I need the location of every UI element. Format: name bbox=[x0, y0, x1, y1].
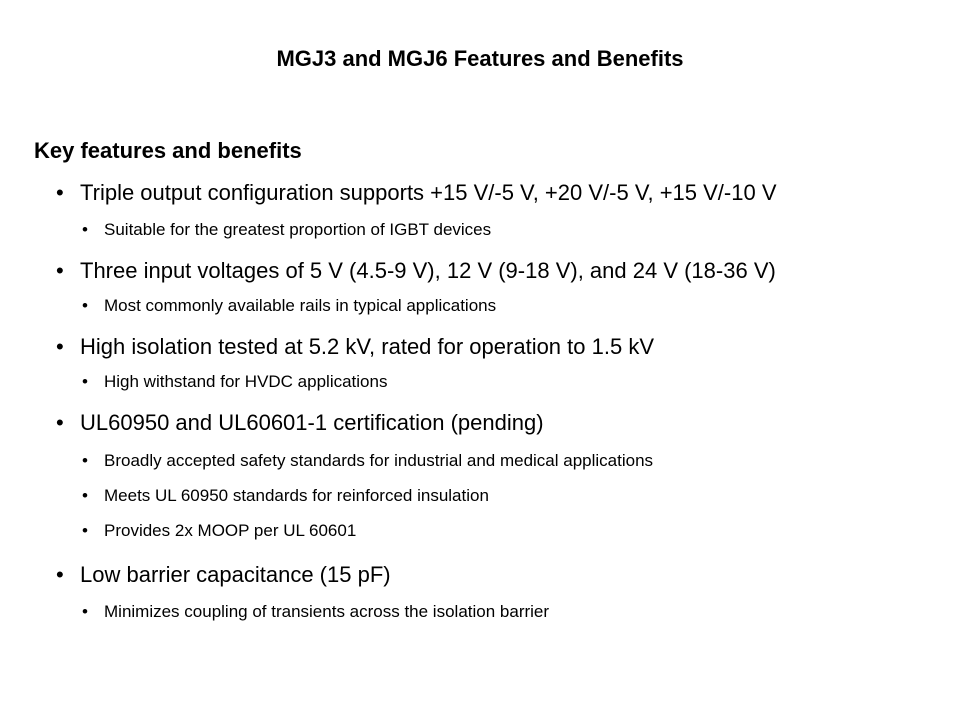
sub-bullet-text: Suitable for the greatest proportion of IGBT devices bbox=[104, 220, 492, 239]
bullet-icon: • bbox=[82, 220, 88, 239]
bullet-icon: • bbox=[82, 451, 88, 470]
sub-bullet-text: Meets UL 60950 standards for reinforced insulation bbox=[104, 486, 489, 505]
sub-bullet-text: Broadly accepted safety standards for industrial and medical applications bbox=[104, 451, 654, 470]
bullet-icon: • bbox=[56, 180, 64, 205]
bullet-text: Triple output configuration supports +15 V/-5 V, +20 V/-5 V, +15 V/-10 V bbox=[80, 180, 777, 205]
bullet-text: High isolation tested at 5.2 kV, rated for operation to 1.5 kV bbox=[80, 334, 654, 359]
bullet-icon: • bbox=[56, 258, 64, 283]
bullet-text: Three input voltages of 5 V (4.5-9 V), 12 V (9-18 V), and 24 V (18-36 V) bbox=[80, 258, 776, 283]
bullet-text: UL60950 and UL60601-1 certification (pending) bbox=[80, 410, 544, 435]
sub-bullet-text: Most commonly available rails in typical applications bbox=[104, 296, 497, 315]
sub-bullet-text: Minimizes coupling of transients across the isolation barrier bbox=[104, 602, 550, 621]
sub-bullet-text: High withstand for HVDC applications bbox=[104, 372, 388, 391]
bullet-text: Low barrier capacitance (15 pF) bbox=[80, 562, 391, 587]
bullet-icon: • bbox=[82, 521, 88, 540]
bullet-icon: • bbox=[82, 602, 88, 621]
slide-title: MGJ3 and MGJ6 Features and Benefits bbox=[276, 46, 684, 71]
section-heading: Key features and benefits bbox=[34, 138, 302, 163]
sub-bullet-text: Provides 2x MOOP per UL 60601 bbox=[104, 521, 357, 540]
bullet-icon: • bbox=[82, 372, 88, 391]
bullet-icon: • bbox=[82, 486, 88, 505]
bullet-icon: • bbox=[56, 410, 64, 435]
bullet-icon: • bbox=[82, 296, 88, 315]
bullet-icon: • bbox=[56, 562, 64, 587]
bullet-icon: • bbox=[56, 334, 64, 359]
